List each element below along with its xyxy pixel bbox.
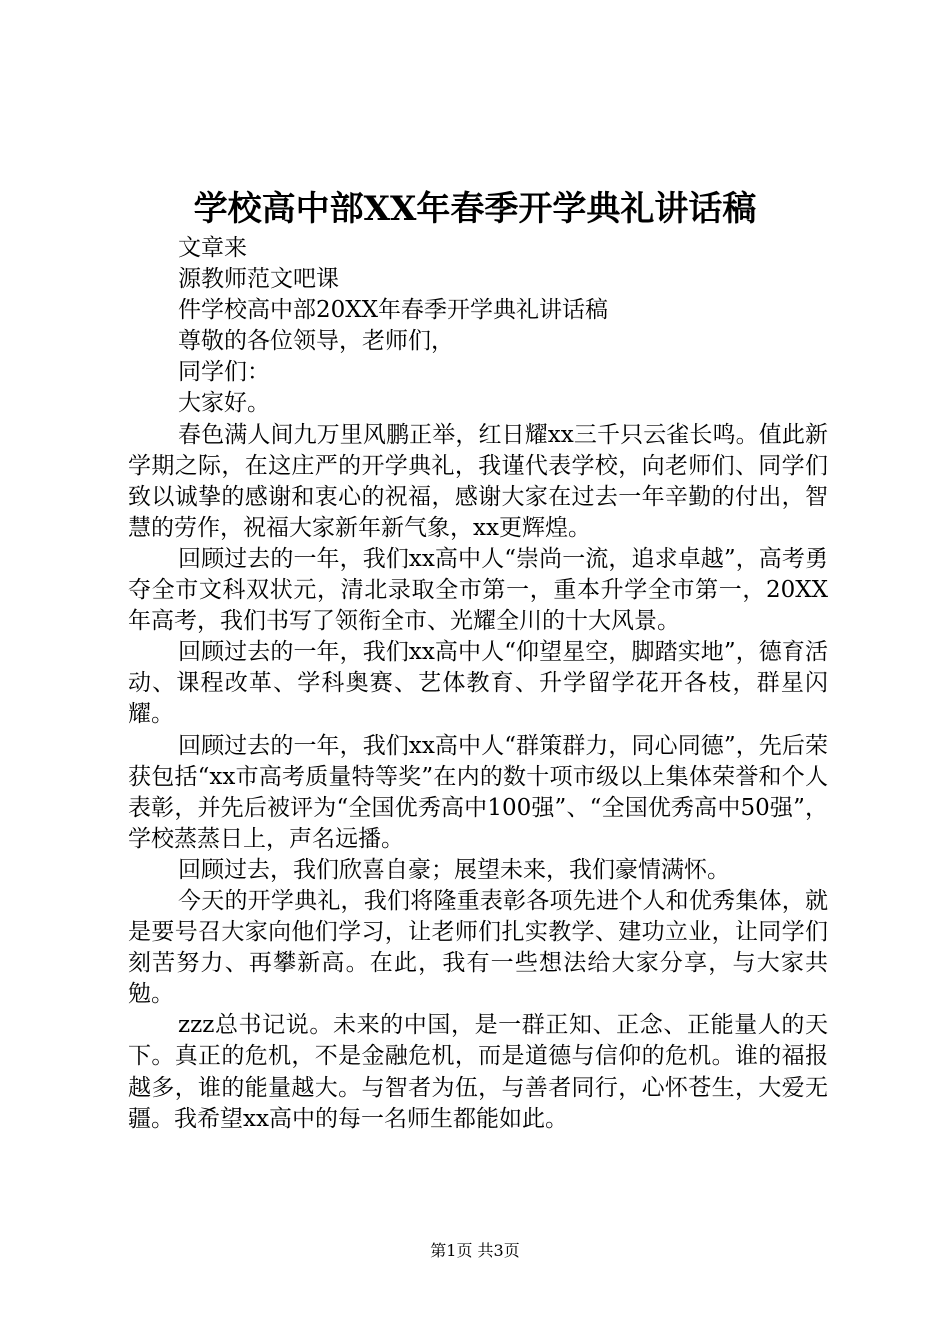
paragraph-hello: 大家好。 bbox=[178, 390, 270, 417]
page-footer: 第1页 共3页 bbox=[430, 1241, 520, 1260]
paragraph-source-2: 源教师范文吧课 bbox=[178, 266, 339, 293]
paragraph-source-1: 文章来 bbox=[178, 235, 247, 261]
document-body bbox=[128, 233, 828, 1135]
paragraph-ceremony: 今天的开学典礼，我们将隆重表彰各项先进个人和优秀集体，就是要号召大家向他们学习，让老师们扎实教学、建功立业，让同学们刻苦努力、再攀新高。在此，我有一些想法给大家分享，与大家共勉。 bbox=[128, 887, 828, 1008]
document-title: 学校高中部XX年春季开学典礼讲话稿 bbox=[193, 189, 757, 229]
paragraph-subtitle: 件学校高中部20XX年春季开学典礼讲话稿 bbox=[178, 297, 609, 324]
paragraph-review-1: 回顾过去的一年，我们xx高中人“崇尚一流，追求卓越”，高考勇夺全市文科双状元，清北录取全市第一，重本升学全市第一，20XX年高考，我们书写了领衔全市、光耀全川的十大风景。 bbox=[128, 545, 828, 635]
paragraph-greeting-leaders: 尊敬的各位领导，老师们， bbox=[178, 328, 454, 355]
paragraph-opening: 春色满人间九万里风鹏正举，红日耀xx三千只云雀长鸣。值此新学期之际，在这庄严的开学典礼，我谨代表学校，向老师们、同学们致以诚挚的感谢和衷心的祝福，感谢大家在过去一年辛勤的付出，智慧的劳作，祝福大家新年新气象，xx更辉煌。 bbox=[128, 421, 828, 541]
paragraph-review-summary: 回顾过去，我们欣喜自豪；展望未来，我们豪情满怀。 bbox=[178, 856, 730, 883]
paragraph-review-2: 回顾过去的一年，我们xx高中人“仰望星空，脚踏实地”，德育活动、课程改革、学科奥赛、艺体教育、升学留学花开各枝，群星闪耀。 bbox=[128, 639, 828, 728]
paragraph-review-3: 回顾过去的一年，我们xx高中人“群策群力，同心同德”，先后荣获包括“xx市高考质量特等奖”在内的数十项市级以上集体荣誉和个人表彰，并先后被评为“全国优秀高中100强”、“全国优秀高中50强”，学校蒸蒸日上，声名远播。 bbox=[128, 732, 828, 852]
paragraph-greeting-students: 同学们： bbox=[178, 359, 270, 386]
paragraph-quote: zzz总书记说。未来的中国，是一群正知、正念、正能量人的天下。真正的危机，不是金融危机，而是道德与信仰的危机。谁的福报越多，谁的能量越大。与智者为伍，与善者同行，心怀苍生，大爱无疆。我希望xx高中的每一名师生都能如此。 bbox=[128, 1012, 828, 1132]
